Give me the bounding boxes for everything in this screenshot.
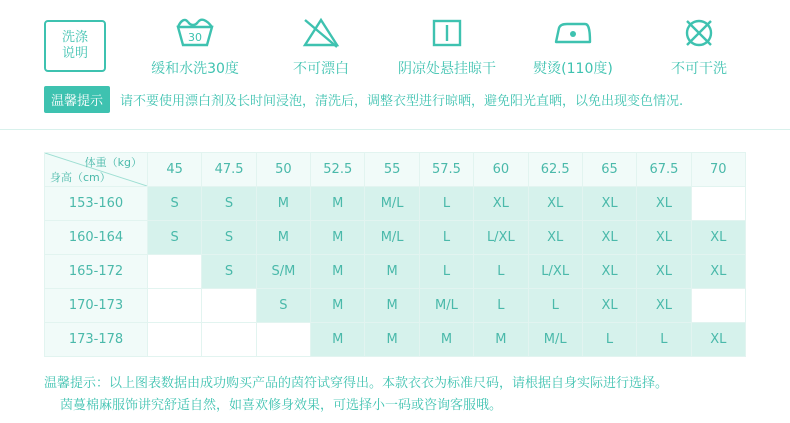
size-cell: L (419, 221, 473, 255)
size-cell: M (256, 221, 310, 255)
size-cell: M/L (365, 221, 419, 255)
size-cell: S (202, 255, 256, 289)
size-cell (202, 289, 256, 323)
size-cell: L (637, 323, 691, 357)
size-cell (202, 323, 256, 357)
size-cell: S (148, 187, 202, 221)
size-cell: L (419, 187, 473, 221)
size-cell: XL (474, 187, 528, 221)
weight-header-cell: 50 (256, 153, 310, 187)
height-row-header: 170-173 (45, 289, 148, 323)
size-cell: S (148, 221, 202, 255)
size-cell: M (311, 323, 365, 357)
size-cell: L (528, 289, 582, 323)
warm-tip-text: 请不要使用漂白剂及长时间浸泡，清洗后，调整衣型进行晾晒，避免阳光直晒，以免出现变色情况. (120, 94, 684, 109)
weight-header-cell: 52.5 (311, 153, 365, 187)
weight-header-cell: 65 (582, 153, 636, 187)
care-item-iron (510, 10, 636, 78)
care-badge-line1: 洗涤 (61, 30, 88, 45)
size-cell: S (202, 221, 256, 255)
size-cell: M (419, 323, 473, 357)
height-row-header: 165-172 (45, 255, 148, 289)
table-row (45, 221, 746, 255)
size-cell: L/XL (474, 221, 528, 255)
size-cell: XL (582, 187, 636, 221)
size-cell: XL (528, 187, 582, 221)
weight-header-cell: 57.5 (419, 153, 473, 187)
size-cell (148, 255, 202, 289)
table-row (45, 289, 746, 323)
care-label-wash: 缓和水洗30度 (151, 61, 239, 77)
size-cell: XL (582, 289, 636, 323)
table-row (45, 187, 746, 221)
care-label-no-bleach: 不可漂白 (293, 61, 349, 77)
size-cell: XL (637, 289, 691, 323)
size-cell (691, 289, 745, 323)
footnote-line-1: 温馨提示：以上图表数据由成功购买产品的茵符试穿得出。本款衣衣为标准尺码，请根据自身实际进行选择。 (44, 376, 669, 391)
care-item-no-dry-clean (636, 10, 762, 78)
weight-header-cell: 67.5 (637, 153, 691, 187)
size-cell: XL (637, 221, 691, 255)
weight-header-cell: 60 (474, 153, 528, 187)
size-cell: M (311, 255, 365, 289)
size-cell: L/XL (528, 255, 582, 289)
weight-header-cell: 70 (691, 153, 745, 187)
table-row (45, 323, 746, 357)
weight-header-cell: 45 (148, 153, 202, 187)
size-cell: XL (582, 255, 636, 289)
size-cell: XL (691, 255, 745, 289)
size-cell: L (474, 255, 528, 289)
corner-height-label: 身高（cm） (50, 171, 111, 184)
drip-dry-in-shade-icon (427, 10, 467, 54)
wash-tub-30-icon (173, 10, 217, 54)
care-item-wash (132, 10, 258, 78)
size-cell: M (256, 187, 310, 221)
footnote-line-2: 茵蔓棉麻服饰讲究舒适自然，如喜欢修身效果，可选择小一码或咨询客服哦。 (60, 398, 503, 413)
size-cell: M (365, 323, 419, 357)
size-cell: XL (582, 221, 636, 255)
size-table-header-row (45, 153, 746, 187)
size-cell: M (311, 289, 365, 323)
corner-weight-label: 体重（kg） (84, 156, 142, 169)
warm-tip-row (0, 78, 790, 113)
no-dry-clean-icon (679, 10, 719, 54)
size-cell (148, 289, 202, 323)
size-cell: M/L (419, 289, 473, 323)
size-table-wrapper (0, 130, 790, 357)
size-cell: M (311, 221, 365, 255)
size-cell: L (419, 255, 473, 289)
size-cell: XL (691, 323, 745, 357)
care-label-iron: 熨烫(110度) (533, 61, 613, 77)
height-row-header: 160-164 (45, 221, 148, 255)
care-badge-line2: 说明 (61, 46, 88, 61)
size-cell (691, 187, 745, 221)
size-cell: M (365, 289, 419, 323)
weight-header-cell: 47.5 (202, 153, 256, 187)
care-instructions-row (0, 0, 790, 78)
size-cell: S (202, 187, 256, 221)
care-label-drip-dry: 阴凉处悬挂晾干 (398, 61, 496, 77)
care-label-no-dry-clean: 不可干洗 (671, 61, 727, 77)
wash-temp-text: 30 (188, 31, 202, 44)
size-cell: XL (637, 187, 691, 221)
no-bleach-triangle-icon (297, 10, 345, 54)
care-instructions-badge (44, 20, 106, 72)
size-cell: XL (637, 255, 691, 289)
size-cell: S/M (256, 255, 310, 289)
warm-tip-tag: 温馨提示 (44, 86, 110, 113)
size-cell: XL (528, 221, 582, 255)
size-cell (148, 323, 202, 357)
size-cell: M (311, 187, 365, 221)
size-cell (256, 323, 310, 357)
size-cell: L (474, 289, 528, 323)
size-cell: L (582, 323, 636, 357)
height-row-header: 153-160 (45, 187, 148, 221)
iron-110-icon (549, 10, 597, 54)
size-cell: XL (691, 221, 745, 255)
size-table (44, 152, 746, 357)
size-table-footnote (0, 357, 790, 417)
size-cell: M (474, 323, 528, 357)
weight-header-cell: 62.5 (528, 153, 582, 187)
size-cell: M/L (365, 187, 419, 221)
care-item-drip-dry (384, 10, 510, 78)
size-cell: M/L (528, 323, 582, 357)
height-row-header: 173-178 (45, 323, 148, 357)
size-cell: S (256, 289, 310, 323)
care-item-no-bleach (258, 10, 384, 78)
size-table-corner-cell (45, 153, 148, 187)
table-row (45, 255, 746, 289)
size-cell: M (365, 255, 419, 289)
weight-header-cell: 55 (365, 153, 419, 187)
